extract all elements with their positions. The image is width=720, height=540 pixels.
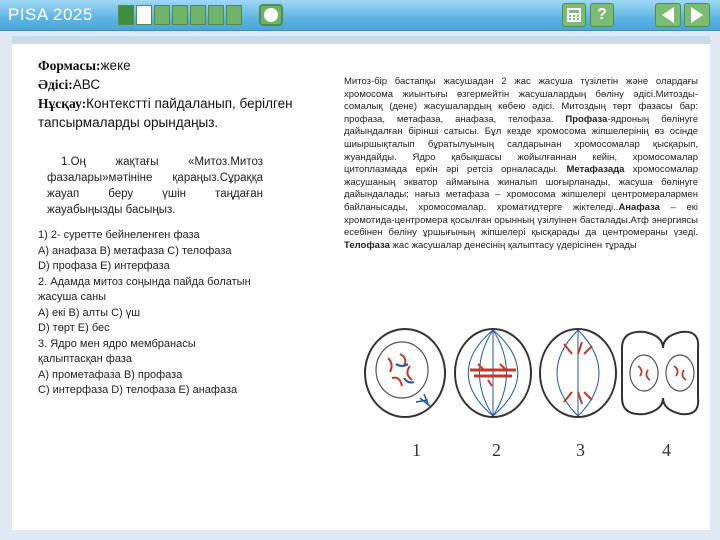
- instruction-line: [38, 94, 338, 132]
- article-text: – екі хромотида-центромера қосылған орынның үзілуінен басталады.Атф энергиясы есебінен бөліну ұршығының жіпшелері қысқарады да центромераны үзеді.: [344, 201, 698, 239]
- top-toolbar: [0, 0, 720, 31]
- mitosis-illustration: [360, 318, 700, 438]
- instruction-value: Контекстті пайдаланып, берілген тапсырмаларды орындаңыз.: [38, 96, 293, 130]
- mitosis-article: [344, 76, 698, 252]
- method-value: АВС: [72, 77, 101, 92]
- question-mark-icon: ?: [597, 6, 607, 23]
- figure-label-3: 3: [576, 440, 585, 460]
- calculator-button[interactable]: [562, 3, 586, 27]
- term-telophase: Телофаза: [344, 239, 390, 251]
- next-button[interactable]: [684, 3, 710, 27]
- article-text: хромосомалар жасушаның экватор аймағына жиналып шоғырланады, жасуша бөлінуге дайындалады; нағыз метафаза – хромосома жіпшелері центромералармен байланысады, хромосомалар. хроматидтерге жіктеледі..: [344, 164, 698, 213]
- form-line: [38, 56, 338, 75]
- content-panel: [12, 36, 710, 530]
- circle-icon: [264, 8, 278, 22]
- article-text: жас жасушалар денесінің қалыптасу үдерісінен тұрады: [389, 239, 637, 251]
- question-line: 1) 2- суретте бейнеленген фаза: [38, 229, 200, 241]
- step-4[interactable]: [172, 5, 188, 25]
- figure-label-2: 2: [492, 440, 501, 460]
- answer-options[interactable]: A) анафаза B) метафаза C) телофаза: [38, 244, 232, 257]
- method-label: Әдісі:: [38, 77, 73, 92]
- step-3[interactable]: [154, 5, 170, 25]
- step-5[interactable]: [190, 5, 206, 25]
- method-line: [38, 75, 338, 94]
- form-value: жеке: [100, 58, 131, 73]
- app-title: PISA 2025: [8, 5, 93, 24]
- answer-options[interactable]: D) профаза E) интерфаза: [38, 260, 170, 272]
- arrow-left-icon: [662, 7, 674, 23]
- step-6[interactable]: [208, 5, 224, 25]
- step-1[interactable]: [118, 5, 134, 25]
- form-label: Формасы:: [38, 58, 101, 73]
- figure-label-4: 4: [662, 440, 671, 460]
- question-list: [38, 228, 338, 399]
- answer-options[interactable]: D) төрт E) бес: [38, 322, 110, 334]
- article-text: Митоз-бір бастапқы жасушадан 2 жас жасуша түзілетін және олардағы хромосома жиынтығы өзгермейтін жасушалардың бөліну әдісі.Митозды-сомалық (дене) жасушалардың көбею әдісі. Митоздың төрт фазасы бар: профаза, метафаза, анафаза, телофаза.: [344, 76, 698, 125]
- record-button[interactable]: [259, 4, 283, 26]
- answer-options[interactable]: A) екі B) алты C) үш: [38, 306, 141, 319]
- figure-label-1: 1: [412, 440, 421, 460]
- step-navigator: [118, 5, 242, 25]
- term-prophase: Профаза: [565, 113, 608, 125]
- article-text: -ядроның бөлінуге дайындалған бірінші сатысы. Бұл кезде хромосома жіпшелерінің өз осінде шиыршықталып бұратылуының салдарынан хромосомалар қысқарып, жуандайды. Ядро қабықшасы жойылғаннан кейін, хромосомалар цитоплазмада еркін әрі ретсіз орналасады.: [344, 113, 698, 176]
- lesson-column: [38, 56, 338, 399]
- answer-options[interactable]: A) прометафаза B) профаза: [38, 368, 183, 381]
- answer-options[interactable]: C) интерфаза D) телофаза E) анафаза: [38, 384, 238, 396]
- arrow-right-icon: [691, 7, 703, 23]
- step-2[interactable]: [136, 5, 152, 25]
- task-text: 1.Оң жақтағы «Митоз.Митоз фазалары»мәтініне қараңыз.Сұраққа жауап беру үшін таңдаған жауабыңызды басыңыз.: [47, 156, 263, 216]
- calculator-icon: [566, 7, 582, 23]
- previous-button[interactable]: [655, 3, 681, 27]
- question-line: жасуша саны: [38, 291, 107, 303]
- term-metaphase: Метафазада: [566, 164, 625, 176]
- question-line: қалыптасқан фаза: [38, 353, 133, 365]
- help-button[interactable]: [590, 3, 614, 27]
- instruction-label: Нұсқау:: [38, 96, 87, 111]
- question-line: 2. Адамда митоз соңында пайда болатын: [38, 275, 251, 288]
- step-7[interactable]: [226, 5, 242, 25]
- mitosis-phases-figure: [360, 318, 700, 466]
- term-anaphase: Анафаза: [618, 201, 660, 213]
- question-line: 3. Ядро мен ядро мембранасы: [38, 337, 196, 350]
